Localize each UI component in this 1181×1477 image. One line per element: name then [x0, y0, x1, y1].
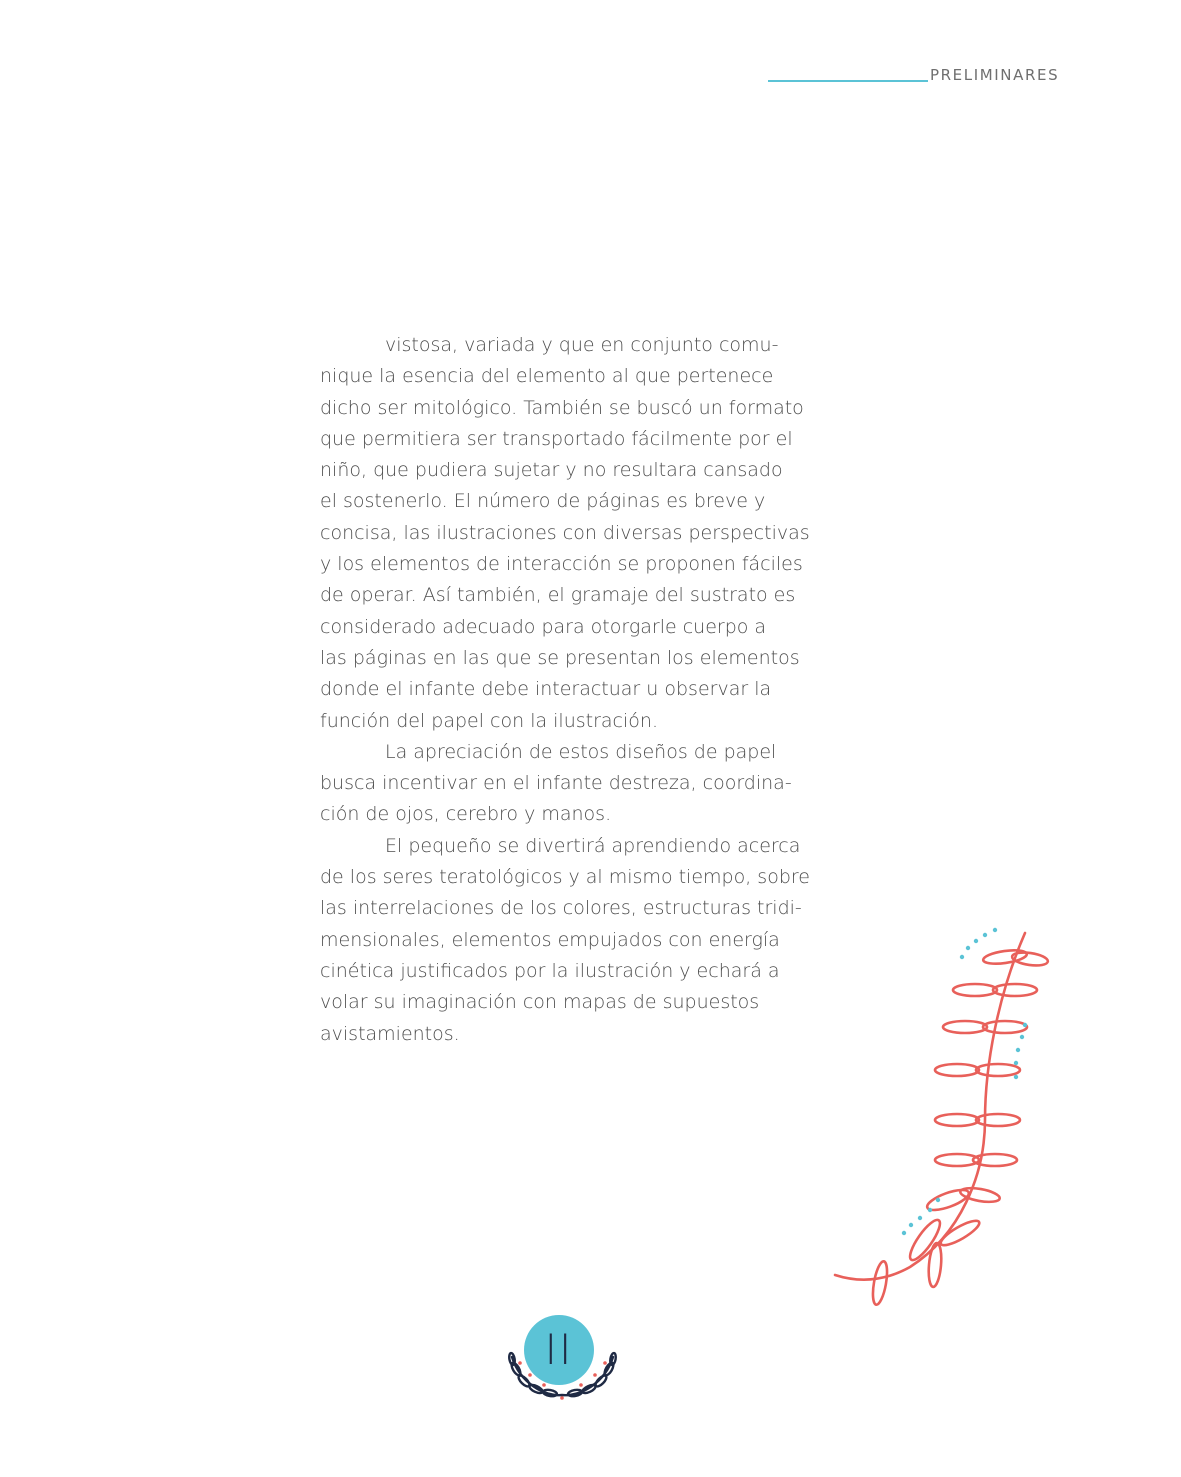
text-line: dicho ser mitológico. También se buscó un formato [320, 396, 804, 419]
leaf-branch-ornament [820, 915, 1070, 1315]
text-line: de operar. Así también, el gramaje del sustrato es [320, 584, 796, 607]
page-number: II [544, 1325, 574, 1374]
text-line: ción de ojos, cerebro y manos. [320, 803, 612, 826]
text-line: cinética justificados por la ilustración y echará a [320, 959, 780, 982]
text-line: las páginas en las que se presentan los elementos [320, 646, 800, 669]
text-line: El pequeño se divertirá aprendiendo acerca [385, 834, 801, 857]
text-line: nique la esencia del elemento al que pertenece [320, 365, 774, 388]
section-label: PRELIMINARES [930, 66, 1060, 84]
text-line: considerado adecuado para otorgarle cuerpo a [320, 615, 767, 638]
body-text [320, 330, 810, 1050]
text-line: volar su imaginación con mapas de supuestos [320, 991, 760, 1014]
laurel-wreath-icon [500, 1335, 625, 1415]
text-line: función del papel con la ilustración. [320, 709, 658, 732]
text-line: de los seres teratológicos y al mismo tiempo, sobre [320, 866, 810, 889]
text-line: y los elementos de interacción se proponen fáciles [320, 553, 803, 576]
text-line: mensionales, elementos empujados con energía [320, 928, 780, 951]
running-header [768, 64, 1068, 88]
text-line: que permitiera ser transportado fácilmente por el [320, 427, 793, 450]
text-line: niño, que pudiera sujetar y no resultara cansado [320, 459, 783, 482]
text-line: donde el infante debe interactuar u observar la [320, 678, 772, 701]
text-line: concisa, las ilustraciones con diversas perspectivas [320, 521, 810, 544]
header-rule [768, 80, 928, 82]
text-line: el sostenerlo. El número de páginas es breve y [320, 490, 766, 513]
text-line: busca incentivar en el infante destreza, coordina- [320, 772, 792, 795]
text-line: La apreciación de estos diseños de papel [385, 740, 777, 763]
text-line: las interrelaciones de los colores, estructuras tridi- [320, 897, 802, 920]
text-line: avistamientos. [320, 1022, 460, 1045]
page-number-mark [500, 1305, 625, 1415]
text-line: vistosa, variada y que en conjunto comu- [385, 334, 779, 356]
